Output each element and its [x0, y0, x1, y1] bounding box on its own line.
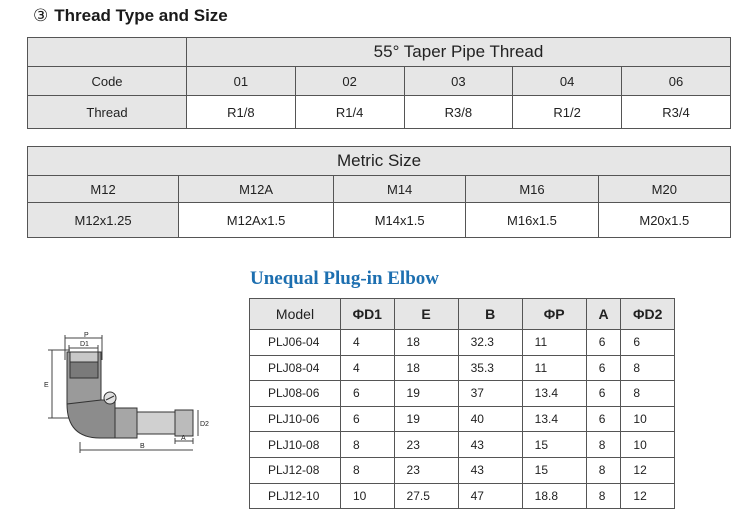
code-label: Code: [28, 67, 187, 96]
thread-cell: R1/8: [187, 96, 296, 129]
value-cell: 35.3: [458, 355, 522, 381]
model-cell: PLJ10-06: [250, 406, 341, 432]
section-title-text: Thread Type and Size: [54, 6, 228, 25]
model-cell: PLJ12-08: [250, 457, 341, 483]
label-p: P: [84, 332, 89, 339]
metric-thread-cell: M12Ax1.5: [179, 203, 334, 238]
thread-table-header: 55° Taper Pipe Thread: [187, 38, 731, 67]
value-cell: 18: [394, 355, 458, 381]
value-cell: 8: [341, 432, 395, 458]
column-header: A: [586, 299, 621, 330]
code-cell: 04: [513, 67, 622, 96]
value-cell: 10: [621, 432, 675, 458]
thread-table-corner: [28, 38, 187, 67]
value-cell: 18: [394, 330, 458, 356]
value-cell: 6: [341, 381, 395, 407]
metric-thread-cell: M20x1.5: [598, 203, 730, 238]
value-cell: 43: [458, 457, 522, 483]
value-cell: 4: [341, 355, 395, 381]
elbow-table: [249, 298, 675, 509]
metric-table-header: Metric Size: [28, 147, 731, 176]
model-cell: PLJ08-06: [250, 381, 341, 407]
thread-label: Thread: [28, 96, 187, 129]
column-header: B: [458, 299, 522, 330]
value-cell: 6: [621, 330, 675, 356]
metric-size-cell: M12A: [179, 176, 334, 203]
value-cell: 37: [458, 381, 522, 407]
table-row: [250, 432, 675, 458]
value-cell: 12: [621, 483, 675, 509]
elbow-table-header-row: [250, 299, 675, 330]
column-header: ΦD2: [621, 299, 675, 330]
table-row: [250, 330, 675, 356]
model-cell: PLJ10-08: [250, 432, 341, 458]
thread-cell: R1/2: [513, 96, 622, 129]
metric-thread-cell: M12x1.25: [28, 203, 179, 238]
elbow-title: Unequal Plug-in Elbow: [250, 268, 439, 289]
value-cell: 15: [522, 457, 586, 483]
metric-size-cell: M16: [466, 176, 598, 203]
value-cell: 8: [586, 432, 621, 458]
thread-table: [27, 37, 731, 129]
value-cell: 8: [586, 483, 621, 509]
value-cell: 47: [458, 483, 522, 509]
value-cell: 8: [586, 457, 621, 483]
code-cell: 01: [187, 67, 296, 96]
column-header: Model: [250, 299, 341, 330]
value-cell: 11: [522, 355, 586, 381]
value-cell: 32.3: [458, 330, 522, 356]
table-row: [250, 406, 675, 432]
metric-table: [27, 146, 731, 238]
table-row: [250, 355, 675, 381]
value-cell: 4: [341, 330, 395, 356]
label-e: E: [44, 382, 49, 389]
value-cell: 15: [522, 432, 586, 458]
value-cell: 12: [621, 457, 675, 483]
thread-cell: R3/4: [622, 96, 731, 129]
column-header: E: [394, 299, 458, 330]
value-cell: 6: [586, 330, 621, 356]
value-cell: 13.4: [522, 381, 586, 407]
code-cell: 06: [622, 67, 731, 96]
metric-size-cell: M14: [333, 176, 465, 203]
metric-size-cell: M12: [28, 176, 179, 203]
metric-thread-cell: M16x1.5: [466, 203, 598, 238]
value-cell: 6: [586, 406, 621, 432]
value-cell: 8: [621, 381, 675, 407]
value-cell: 19: [394, 381, 458, 407]
section-title-thread: [33, 6, 228, 26]
section-number: ③: [33, 6, 49, 25]
value-cell: 10: [621, 406, 675, 432]
model-cell: PLJ08-04: [250, 355, 341, 381]
metric-size-cell: M20: [598, 176, 730, 203]
table-row: [250, 457, 675, 483]
label-d1: D1: [80, 341, 89, 348]
label-d2: D2: [200, 421, 209, 428]
table-row: [250, 381, 675, 407]
thread-cell: R3/8: [404, 96, 513, 129]
thread-cell: R1/4: [295, 96, 404, 129]
elbow-table-body: [250, 330, 675, 509]
value-cell: 18.8: [522, 483, 586, 509]
value-cell: 40: [458, 406, 522, 432]
value-cell: 6: [586, 381, 621, 407]
value-cell: 10: [341, 483, 395, 509]
model-cell: PLJ06-04: [250, 330, 341, 356]
value-cell: 13.4: [522, 406, 586, 432]
table-row: [250, 483, 675, 509]
column-header: ΦP: [522, 299, 586, 330]
label-b: B: [140, 443, 145, 450]
code-cell: 02: [295, 67, 404, 96]
value-cell: 19: [394, 406, 458, 432]
value-cell: 27.5: [394, 483, 458, 509]
label-a: A: [181, 435, 186, 442]
value-cell: 43: [458, 432, 522, 458]
elbow-drawing: [40, 330, 215, 455]
code-cell: 03: [404, 67, 513, 96]
value-cell: 8: [621, 355, 675, 381]
value-cell: 23: [394, 457, 458, 483]
value-cell: 8: [341, 457, 395, 483]
value-cell: 6: [341, 406, 395, 432]
column-header: ΦD1: [341, 299, 395, 330]
model-cell: PLJ12-10: [250, 483, 341, 509]
metric-thread-cell: M14x1.5: [333, 203, 465, 238]
value-cell: 23: [394, 432, 458, 458]
value-cell: 11: [522, 330, 586, 356]
value-cell: 6: [586, 355, 621, 381]
